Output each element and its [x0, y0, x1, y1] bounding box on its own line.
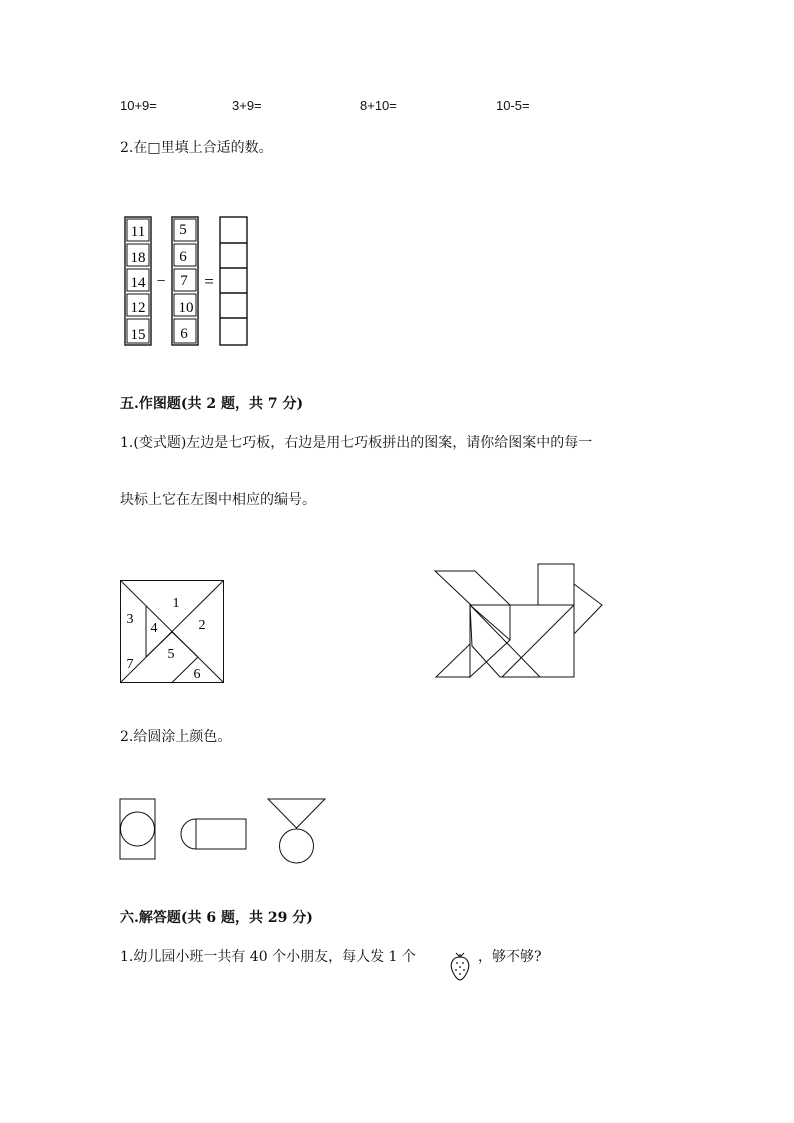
strawberry-icon — [448, 948, 472, 982]
section-6-title: 六.解答题(共 6 题，共 29 分) — [120, 910, 313, 926]
semicircle-shape — [181, 819, 196, 849]
subtrahend-value: 7 — [180, 273, 188, 289]
minuend-value: 14 — [130, 275, 146, 291]
circle-shape — [280, 829, 314, 863]
subtrahend-value: 10 — [178, 300, 194, 316]
section-5-title: 五.作图题(共 2 题，共 7 分) — [120, 396, 304, 412]
circle-shape — [121, 812, 155, 846]
tangram-label-5: 5 — [167, 647, 175, 662]
tangram-square — [120, 580, 230, 690]
fill-box-prompt: 2.在□里填上合适的数。 — [120, 140, 273, 156]
question-5-1-line1: 1.(变式题)左边是七巧板，右边是用七巧板拼出的图案，请你给图案中的每一 — [120, 435, 593, 451]
expr-1: 10+9= — [120, 98, 157, 113]
question-5-2: 2.给圆涂上颜色。 — [120, 729, 232, 745]
minuend-value: 15 — [130, 327, 146, 343]
expr-2: 3+9= — [232, 98, 262, 113]
tangram-label-4: 4 — [150, 621, 158, 636]
subtrahend-value: 6 — [179, 249, 187, 265]
expr-3: 8+10= — [360, 98, 397, 113]
tangram-label-1: 1 — [172, 596, 180, 611]
tangram-label-6: 6 — [193, 667, 201, 682]
question-6-1-part1: 1.幼儿园小班一共有 40 个小朋友，每人发 1 个 — [120, 949, 416, 965]
subtrahend-value: 5 — [179, 222, 187, 238]
minuend-value: 18 — [130, 250, 146, 266]
tangram-pattern — [430, 560, 610, 680]
question-5-1-line2: 块标上它在左图中相应的编号。 — [120, 492, 316, 508]
answer-column — [220, 217, 247, 345]
expr-4: 10-5= — [496, 98, 530, 113]
minuend-value: 11 — [130, 224, 146, 240]
minus-sign: − — [156, 273, 166, 290]
minuend-value: 12 — [130, 300, 146, 316]
equals-sign: = — [204, 272, 214, 291]
tangram-label-3: 3 — [126, 612, 134, 627]
question-6-1-part2: ，够不够? — [478, 949, 542, 965]
tangram-label-7: 7 — [126, 657, 134, 672]
tangram-label-2: 2 — [198, 618, 206, 633]
subtrahend-value: 6 — [180, 326, 188, 342]
subtraction-table — [120, 212, 260, 352]
shapes-with-circles — [118, 797, 338, 867]
